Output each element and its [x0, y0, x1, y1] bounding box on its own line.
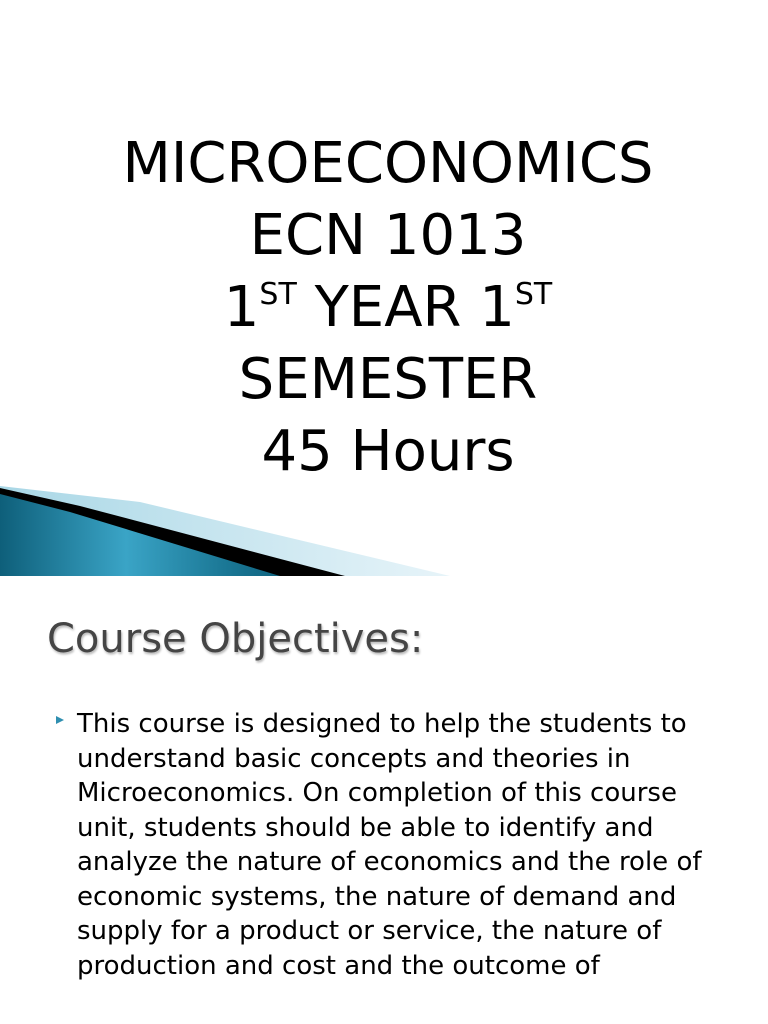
triangle-bullet-icon — [56, 716, 64, 724]
title-course-name: MICROECONOMICS — [122, 131, 654, 196]
title-year-word: YEAR 1 — [296, 275, 515, 340]
title-course-code: ECN 1013 — [249, 203, 527, 268]
content-slide — [0, 576, 768, 1024]
title-year-number: 1 — [223, 275, 260, 340]
title-semester-suffix: ST — [514, 277, 553, 312]
title-semester: SEMESTER — [238, 347, 538, 412]
title-year-suffix: ST — [259, 277, 297, 312]
decorative-swoosh — [0, 476, 768, 576]
title-hours: 45 Hours — [261, 419, 515, 484]
slide-title — [0, 128, 768, 488]
section-heading: Course Objectives: — [47, 616, 424, 662]
bullet-text: This course is designed to help the students to understand basic concepts and theories in Microeconomics. On completion of this course unit, students should be able to identify and analyze the nature of economics and the role of economic systems, the nature of demand and supply for a product or service, the nature of production and cost and the outcome of — [77, 709, 702, 981]
title-year-semester — [0, 272, 768, 344]
